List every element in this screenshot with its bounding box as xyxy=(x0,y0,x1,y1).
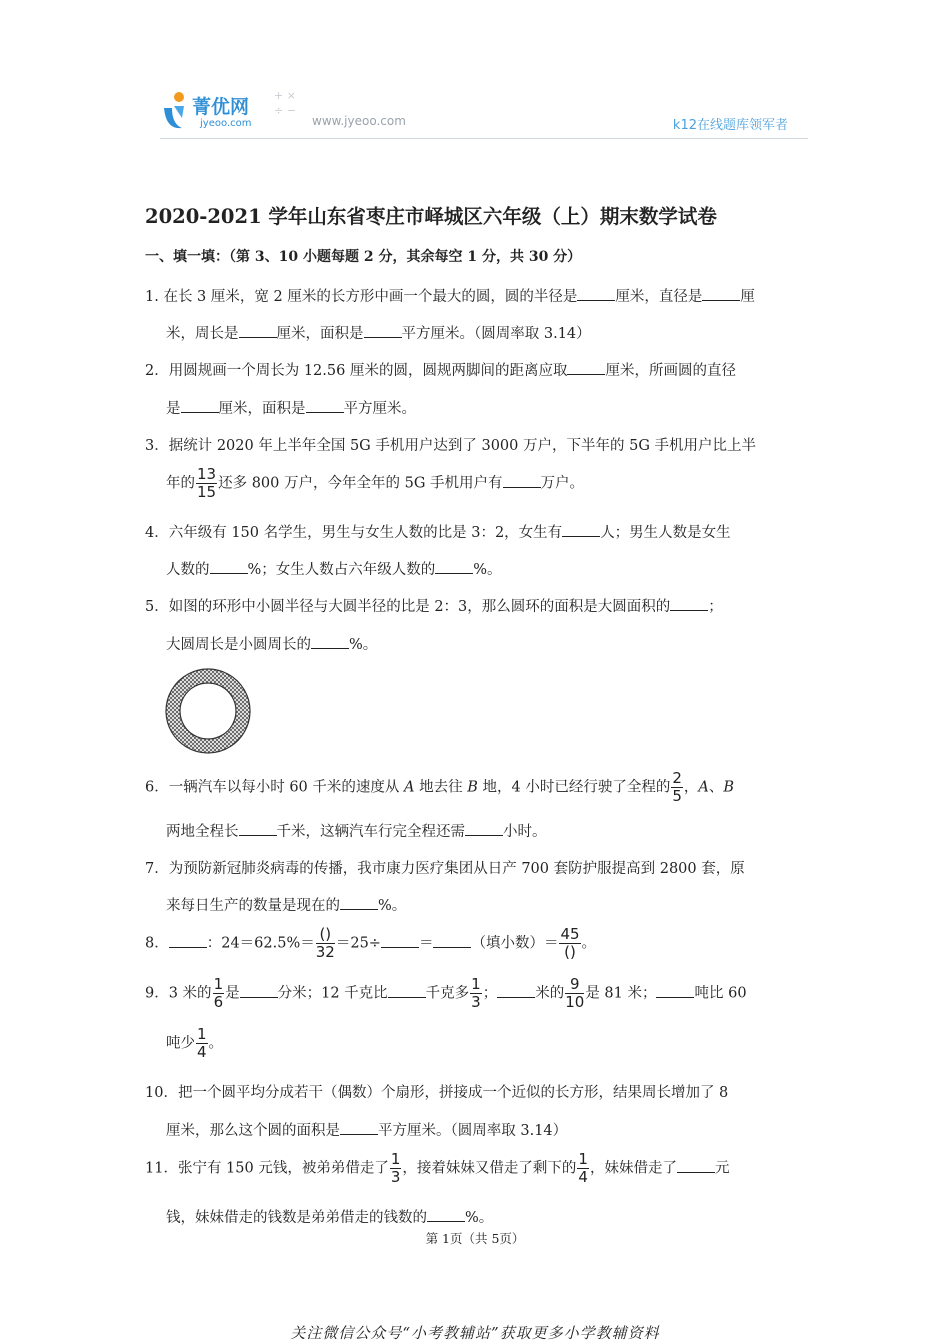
question-line: 钱，妹妹借走的钱数是弟弟借走的钱数的 %。 xyxy=(166,1206,493,1227)
question-line: 9．3 米的 $\frac{1}{6}$ 是 分米；12 千克比 千克多 $\frac{1}{3}$ ； 米的 $\frac{9}{10}$ 是 81 米； 吨比 60 xyxy=(145,975,747,1011)
fraction: $\frac{1}{4}$ xyxy=(197,1025,207,1061)
answer-blank[interactable] xyxy=(239,821,277,836)
question-line: 7．为预防新冠肺炎病毒的传播，我市康力医疗集团从日产 700 套防护服提高到 2800 套，原 xyxy=(145,861,745,877)
answer-blank[interactable] xyxy=(677,1158,715,1173)
answer-blank[interactable] xyxy=(670,596,708,611)
fraction: $\frac{1}{6}$ xyxy=(213,975,224,1011)
fraction: $\frac{()}{32}$ xyxy=(315,925,335,961)
exam-title: 2020-2021 学年山东省枣庄市峄城区六年级（上）期末数学试卷 xyxy=(145,205,717,228)
page-header xyxy=(160,86,808,139)
answer-blank[interactable] xyxy=(210,559,248,574)
answer-blank[interactable] xyxy=(340,1120,378,1135)
answer-blank[interactable] xyxy=(364,323,402,338)
logo-operators: + × ÷ − xyxy=(274,89,296,117)
section-heading: 一、填一填：（第 3、10 小题每题 2 分，其余每空 1 分，共 30 分） xyxy=(145,249,582,265)
fraction: $\frac{2}{5}$ xyxy=(672,769,682,805)
answer-blank[interactable] xyxy=(306,398,344,413)
answer-blank[interactable] xyxy=(433,933,471,948)
question-line: 厘米，那么这个圆的面积是 平方厘米。（圆周率取 3.14） xyxy=(166,1119,567,1140)
answer-blank[interactable] xyxy=(381,933,419,948)
question-line: 吨少 $\frac{1}{4}$ 。 xyxy=(166,1025,224,1061)
answer-blank[interactable] xyxy=(311,634,349,649)
question-line: 大圆周长是小圆周长的 %。 xyxy=(166,633,377,654)
footer-note: 关注微信公众号“小考教辅站”获取更多小学教辅资料 xyxy=(290,1324,660,1342)
answer-blank[interactable] xyxy=(656,983,694,998)
question-line: 两地全程长 千米，这辆汽车行完全程还需 小时。 xyxy=(166,820,547,841)
logo-domain: jyeoo.com xyxy=(200,118,252,129)
question-line: 11．张宁有 150 元钱，被弟弟借走了 $\frac{1}{3}$ ，接着妹妹又借走了剩下的 $\frac{1}{4}$ ，妹妹借走了 元 xyxy=(145,1150,730,1186)
site-url[interactable]: www.jyeoo.com xyxy=(312,114,406,128)
answer-blank[interactable] xyxy=(181,398,219,413)
answer-blank[interactable] xyxy=(435,559,473,574)
fraction: $\frac{9}{10}$ xyxy=(565,975,585,1011)
answer-blank[interactable] xyxy=(388,983,426,998)
question-line: 来每日生产的数量是现在的 %。 xyxy=(166,894,406,915)
answer-blank[interactable] xyxy=(503,473,541,488)
question-line: 6．一辆汽车以每小时 60 千米的速度从 A 地去往 B 地，4 小时已经行驶了全程的 $\frac{2}{5}$ ，A、B xyxy=(145,769,735,805)
answer-blank[interactable] xyxy=(567,360,605,375)
question-line: 5．如图的环形中小圆半径与大圆半径的比是 2：3，那么圆环的面积是大圆面积的 ； xyxy=(145,595,723,616)
answer-blank[interactable] xyxy=(562,522,600,537)
answer-blank[interactable] xyxy=(577,286,615,301)
fraction: $\frac{1}{3}$ xyxy=(471,975,481,1011)
answer-blank[interactable] xyxy=(240,983,278,998)
question-line: 2．用圆规画一个周长为 12.56 厘米的圆，圆规两脚间的距离应取 厘米，所画圆的直径 xyxy=(145,359,736,380)
header-slogan: k12在线题库领军者 xyxy=(672,118,788,133)
answer-blank[interactable] xyxy=(340,895,378,910)
answer-blank[interactable] xyxy=(465,821,503,836)
question-line: 是 厘米，面积是 平方厘米。 xyxy=(166,397,416,418)
fraction: $\frac{13}{15}$ xyxy=(197,465,217,501)
question-line: 8． ：24＝62.5%＝ $\frac{()}{32}$ ＝25÷ ＝ （填小数）＝ $\frac{45}{()}$ 。 xyxy=(145,925,597,961)
answer-blank[interactable] xyxy=(239,323,277,338)
page-number: 第 1页（共 5页） xyxy=(425,1231,525,1246)
question-line: 年的 $\frac{13}{15}$ 还多 800 万户，今年全年的 5G 手机用户有 万户。 xyxy=(166,465,585,501)
question-line: 10．把一个圆平均分成若干（偶数）个扇形，拼接成一个近似的长方形，结果周长增加了 8 xyxy=(145,1085,729,1101)
fraction: $\frac{1}{4}$ xyxy=(578,1150,588,1186)
question-line: 1. 在长 3 厘米，宽 2 厘米的长方形中画一个最大的圆，圆的半径是 厘米，直径是 厘 xyxy=(145,285,755,306)
answer-blank[interactable] xyxy=(427,1207,465,1222)
question-line: 3．据统计 2020 年上半年全国 5G 手机用户达到了 3000 万户，下半年的 5G 手机用户比上半 xyxy=(145,438,757,454)
fraction: $\frac{45}{()}$ xyxy=(560,925,580,961)
jyeoo-logo-icon xyxy=(160,90,190,134)
question-line: 米，周长是 厘米，面积是 平方厘米。（圆周率取 3.14） xyxy=(166,322,591,343)
answer-blank[interactable] xyxy=(497,983,535,998)
logo-text: 菁优网 xyxy=(192,96,250,118)
answer-blank[interactable] xyxy=(702,286,740,301)
question-line: 人数的 %；女生人数占六年级人数的 %。 xyxy=(166,558,502,579)
fraction: $\frac{1}{3}$ xyxy=(390,1150,401,1186)
annulus-figure xyxy=(165,668,251,754)
answer-blank[interactable] xyxy=(169,933,207,948)
question-line: 4．六年级有 150 名学生，男生与女生人数的比是 3：2，女生有 人；男生人数是女生 xyxy=(145,521,731,542)
